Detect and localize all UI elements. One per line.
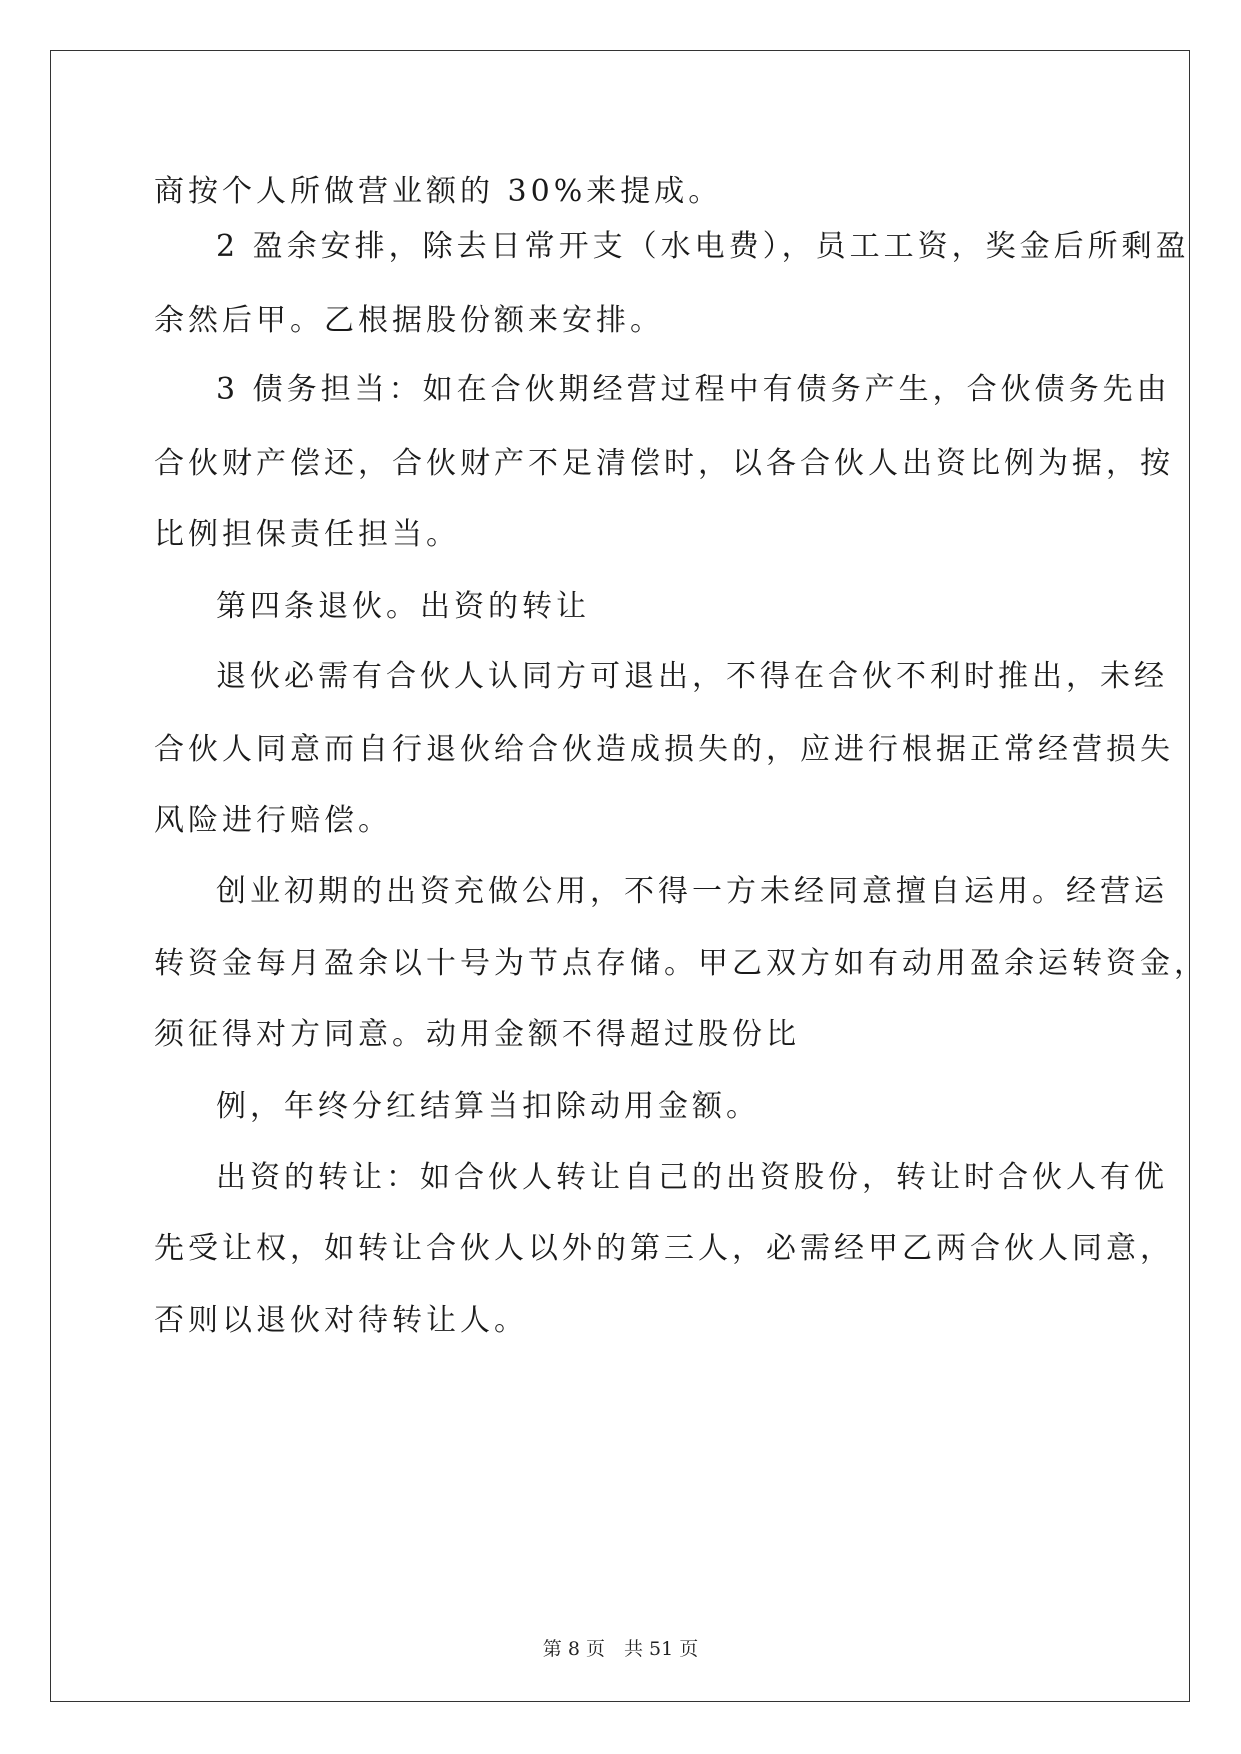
body-line-4: 3 债务担当：如在合伙期经营过程中有债务产生，合伙债务先由 bbox=[216, 372, 1171, 407]
body-line-12: 转资金每月盈余以十号为节点存储。甲乙双方如有动用盈余运转资金， bbox=[154, 946, 1208, 981]
body-line-17: 否则以退伙对待转让人。 bbox=[154, 1303, 528, 1338]
body-line-16: 先受让权，如转让合伙人以外的第三人，必需经甲乙两合伙人同意， bbox=[154, 1231, 1174, 1266]
body-line-15: 出资的转让：如合伙人转让自己的出资股份，转让时合伙人有优 bbox=[216, 1160, 1168, 1195]
body-line-5: 合伙财产偿还，合伙财产不足清偿时，以各合伙人出资比例为据，按 bbox=[154, 446, 1174, 481]
body-line-3: 余然后甲。乙根据股份额来安排。 bbox=[154, 303, 664, 338]
body-line-13: 须征得对方同意。动用金额不得超过股份比 bbox=[154, 1017, 800, 1052]
body-line-6: 比例担保责任担当。 bbox=[154, 517, 460, 552]
body-line-2: 2 盈余安排，除去日常开支（水电费），员工工资，奖金后所剩盈 bbox=[216, 229, 1190, 264]
section-heading: 第四条退伙。出资的转让 bbox=[216, 589, 590, 624]
body-line-14: 例，年终分红结算当扣除动用金额。 bbox=[216, 1089, 760, 1124]
body-line-1: 商按个人所做营业额的 30%来提成。 bbox=[154, 174, 723, 209]
page-number-footer: 第 8 页 共 51 页 bbox=[542, 1638, 699, 1660]
body-line-8: 退伙必需有合伙人认同方可退出，不得在合伙不利时推出，未经 bbox=[216, 659, 1168, 694]
body-line-9: 合伙人同意而自行退伙给合伙造成损失的，应进行根据正常经营损失 bbox=[154, 732, 1174, 767]
body-line-11: 创业初期的出资充做公用，不得一方未经同意擅自运用。经营运 bbox=[216, 874, 1168, 909]
body-line-10: 风险进行赔偿。 bbox=[154, 803, 392, 838]
